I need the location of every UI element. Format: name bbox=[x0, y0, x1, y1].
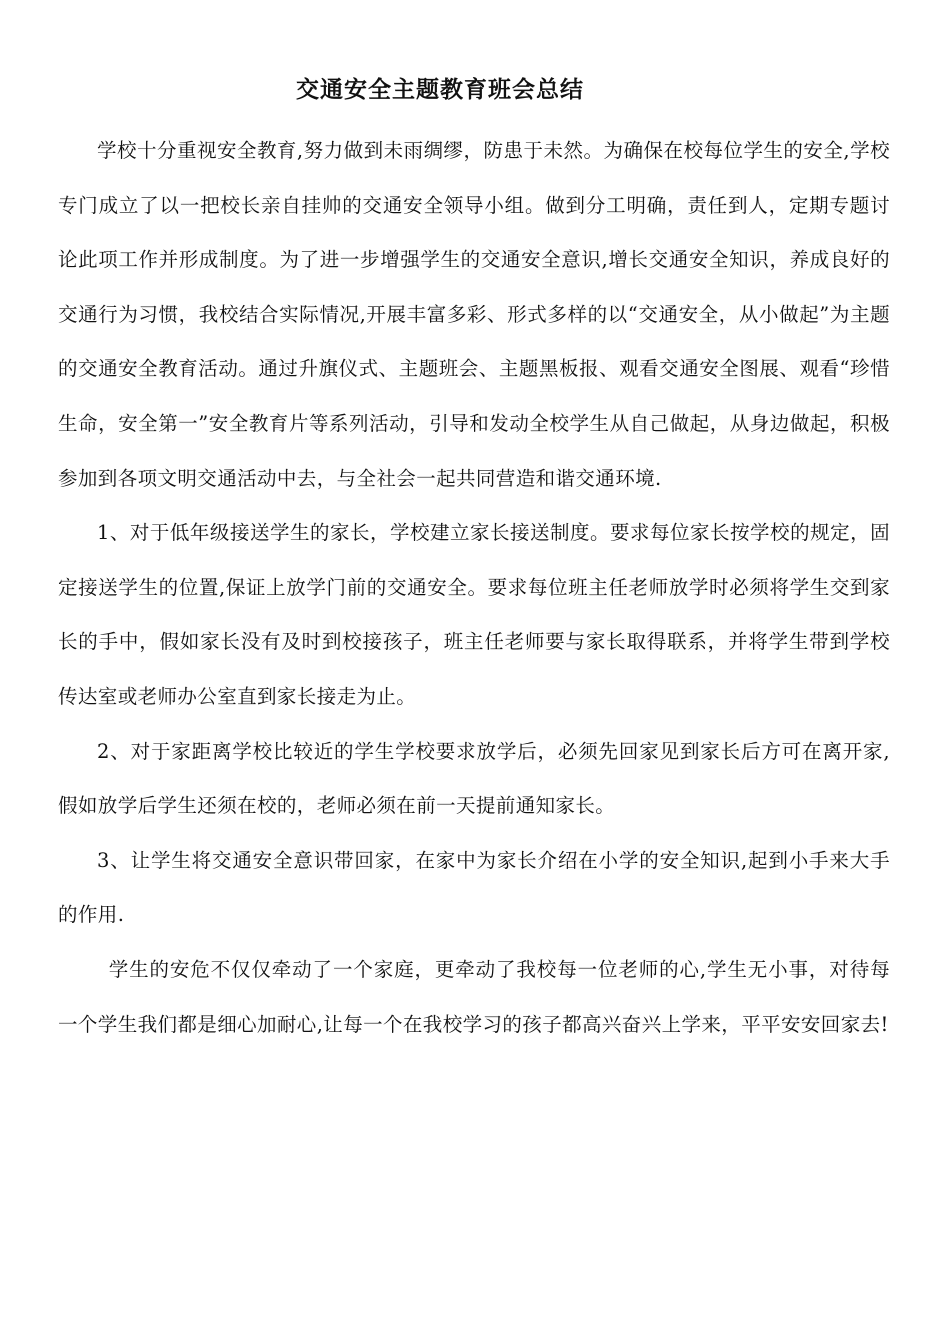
paragraph-item-3: 3、让学生将交通安全意识带回家，在家中为家长介绍在小学的安全知识,起到小手来大手的作用. bbox=[58, 848, 890, 927]
document-title: 交通安全主题教育班会总结 bbox=[296, 77, 584, 103]
paragraph-intro: 学校十分重视安全教育,努力做到未雨绸缪，防患于未然。为确保在校每位学生的安全,学校专门成立了以一把校长亲自挂帅的交通安全领导小组。做到分工明确，责任到人，定期专题讨论此项工作并形成制度。为了进一步增强学生的交通安全意识,增长交通安全知识，养成良好的交通行为习惯，我校结合实际情况,开展丰富多彩、形式多样的以“交通安全，从小做起”为主题的交通安全教育活动。通过升旗仪式、主题班会、主题黑板报、观看交通安全图展、观看“珍惜生命，安全第一”安全教育片等系列活动，引导和发动全校学生从自己做起，从身边做起，积极参加到各项文明交通活动中去，与全社会一起共同营造和谐交通环境. bbox=[58, 139, 890, 490]
document-body bbox=[58, 124, 890, 1052]
paragraph-item-1: 1、对于低年级接送学生的家长，学校建立家长接送制度。要求每位家长按学校的规定，固定接送学生的位置,保证上放学门前的交通安全。要求每位班主任老师放学时必须将学生交到家长的手中，假如家长没有及时到校接孩子，班主任老师要与家长取得联系，并将学生带到学校传达室或老师办公室直到家长接走为止。 bbox=[58, 521, 890, 708]
paragraph-conclusion: 学生的安危不仅仅牵动了一个家庭，更牵动了我校每一位老师的心,学生无小事，对待每一个学生我们都是细心加耐心,让每一个在我校学习的孩子都高兴奋兴上学来，平平安安回家去! bbox=[58, 957, 890, 1036]
paragraph-item-2: 2、对于家距离学校比较近的学生学校要求放学后，必须先回家见到家长后方可在离开家,假如放学后学生还须在校的，老师必须在前一天提前通知家长。 bbox=[58, 739, 890, 818]
